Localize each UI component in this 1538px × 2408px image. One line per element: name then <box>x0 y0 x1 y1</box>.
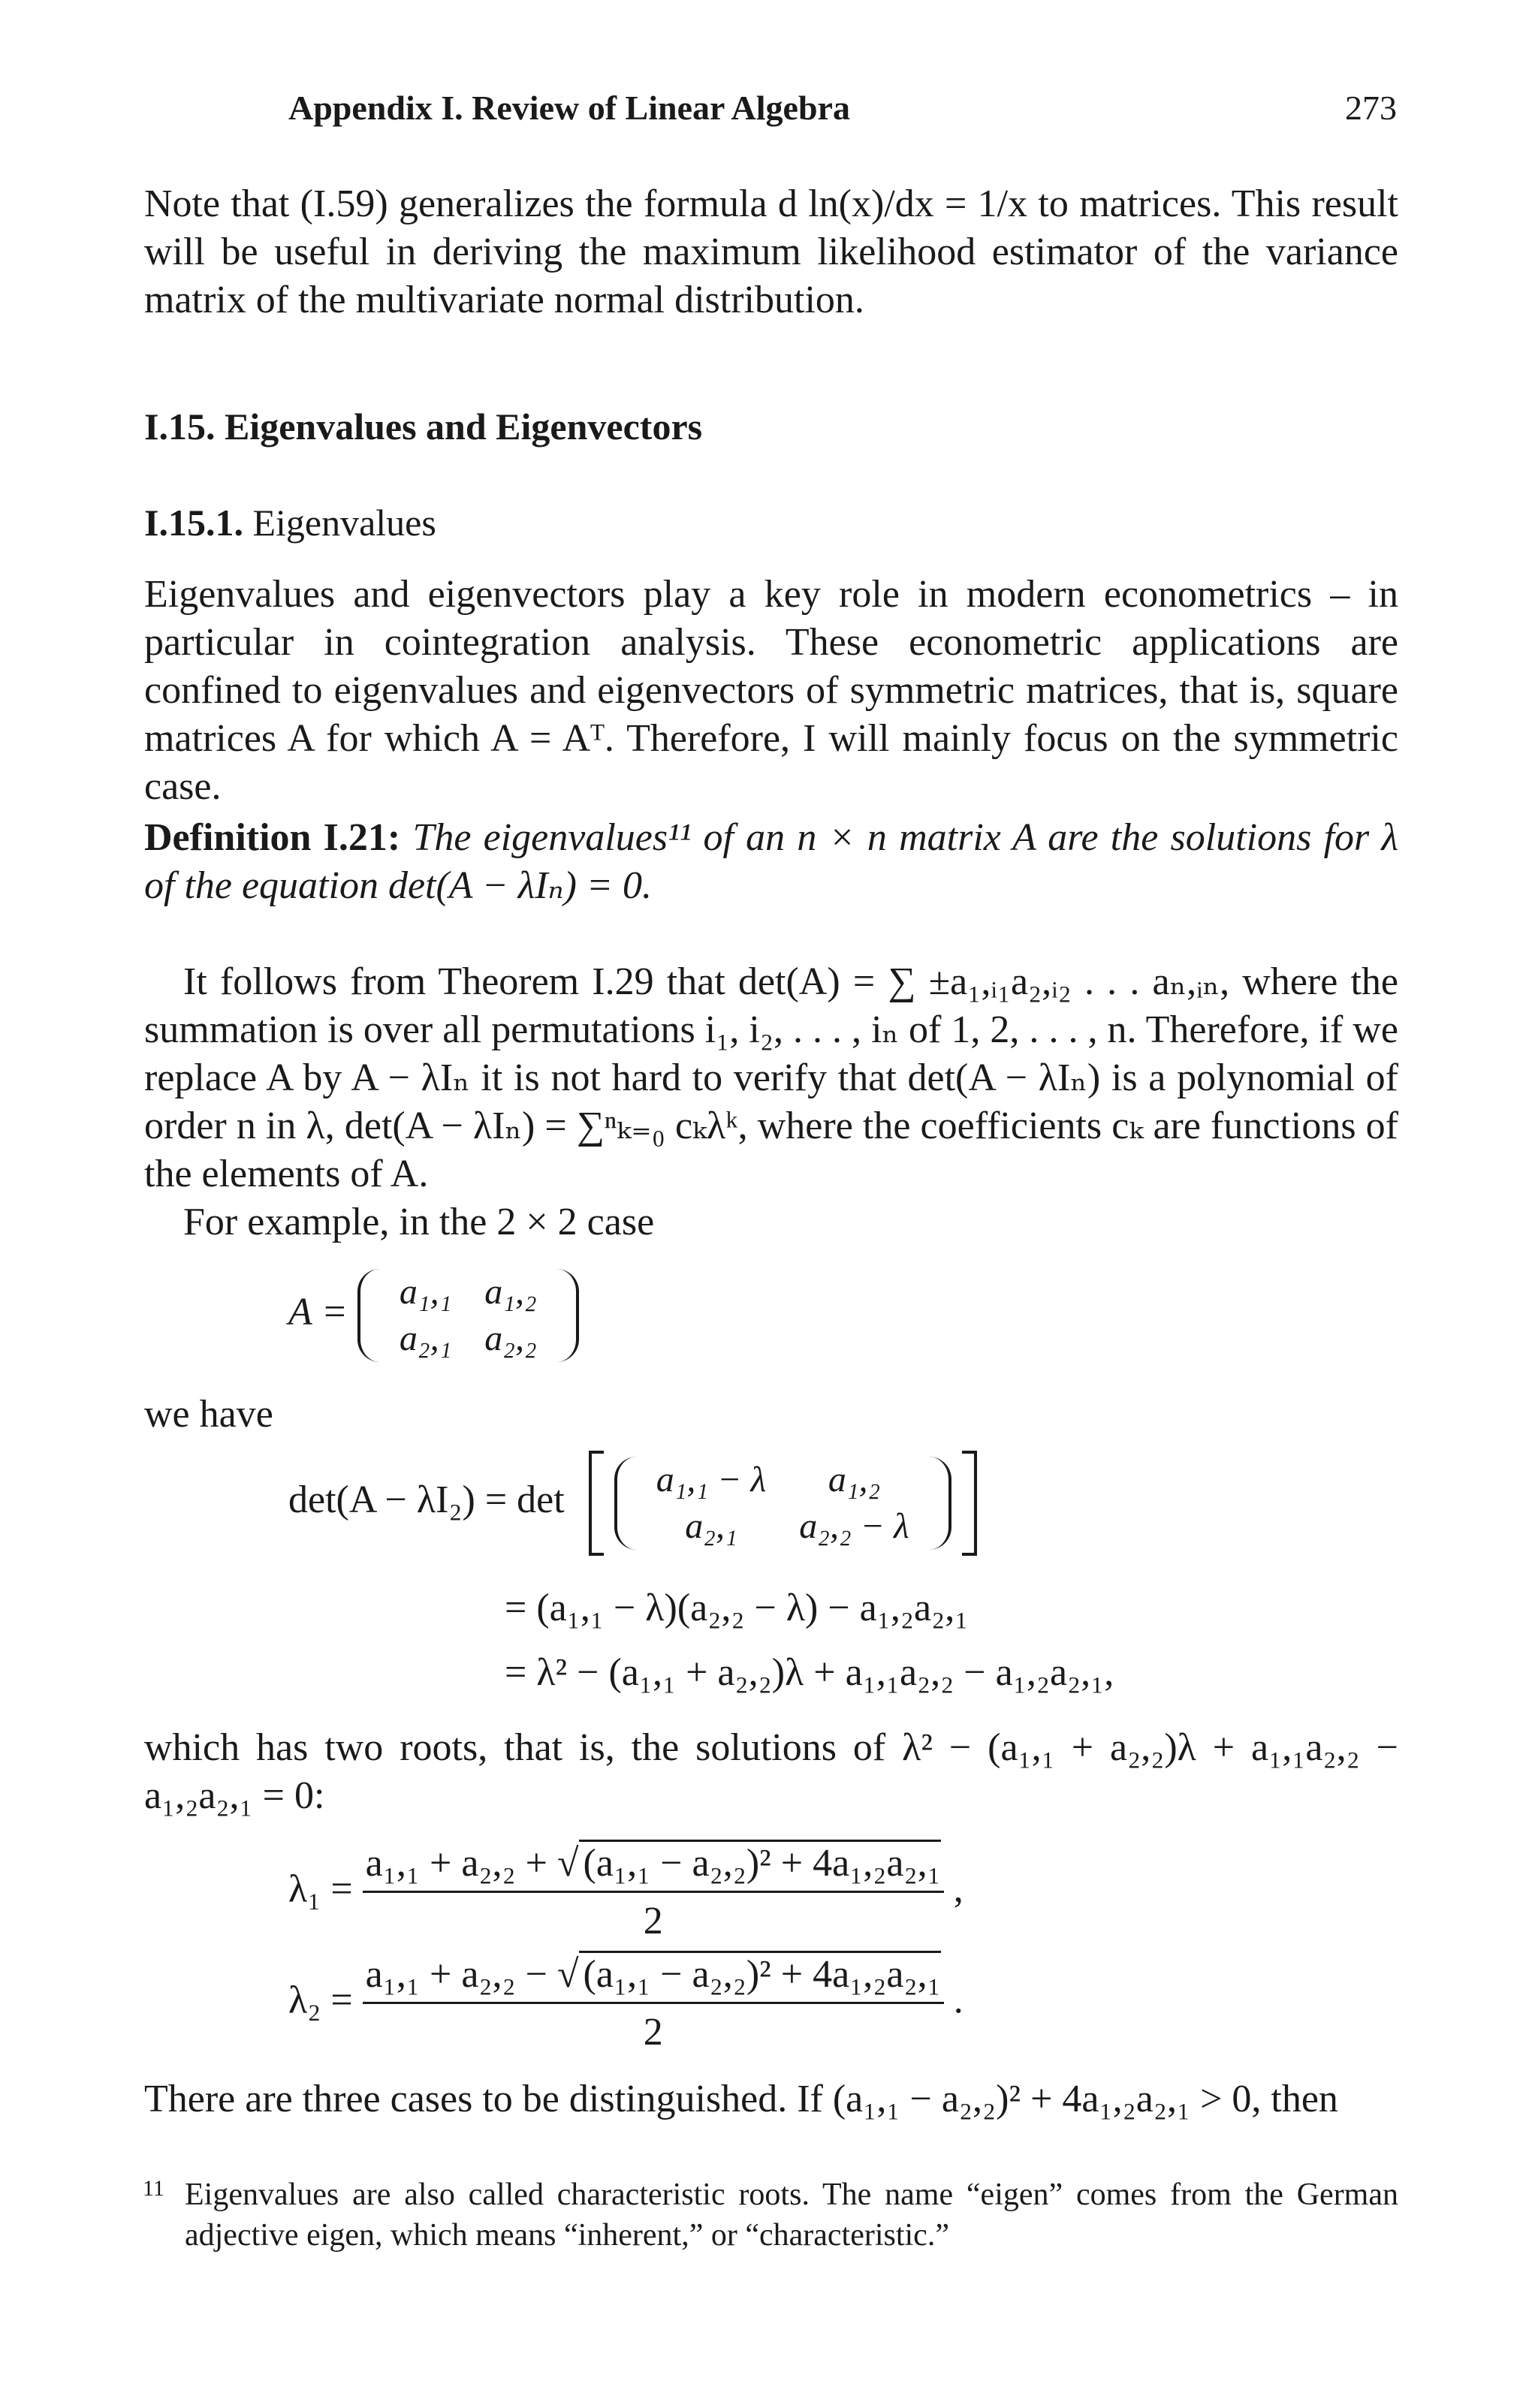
paragraph-eigen-intro: Eigenvalues and eigenvectors play a key role in modern econometrics – in particular in cointegration analysis. These econometric applications are confined to eigenvalues and eigenvectors of symmetric matrices, that is, square matrices A for which A = Aᵀ. Therefore, I will mainly focus on the symmetric case. <box>144 573 1398 808</box>
lambda-2-fraction <box>363 1951 944 2057</box>
subsection-heading <box>144 499 436 547</box>
paragraph-three-cases: There are three cases to be distinguished. If (a₁,₁ − a₂,₂)² + 4a₁,₂a₂,₁ > 0, then <box>144 2078 1338 2120</box>
lambda-2-tail: . <box>953 1979 964 2022</box>
intro-paragraph: Note that (I.59) generalizes the formula d ln(x)/dx = 1/x to matrices. This result will be useful in deriving the maximum likelihood estimator of the variance matrix of the multivariate normal distribution. <box>144 182 1398 321</box>
footnote-text: Eigenvalues are also called characteristic roots. The name “eigen” comes from the German adjective eigen, which means “inherent,” or “characteristic.” <box>185 2177 1398 2253</box>
matrix-a-cell: a₂,₁ <box>399 1319 452 1358</box>
lambda-2-numerator: a₁,₁ + a₂,₂ − <box>365 1953 557 1996</box>
left-paren <box>357 1269 380 1362</box>
sqrt-sign: √ <box>557 1842 579 1885</box>
det-lhs: det(A − λI₂) = det <box>288 1478 565 1521</box>
lambda-2-lhs: λ₂ = <box>288 1979 353 2022</box>
det-matrix <box>614 1457 951 1550</box>
det-equation-line-2: = (a₁,₁ − λ)(a₂,₂ − λ) − a₁,₂a₂,₁ <box>505 1587 969 1629</box>
matrix-a-lhs: A = <box>288 1290 348 1334</box>
definition-label: Definition I.21: <box>144 816 401 859</box>
sqrt-sign: √ <box>557 1953 579 1996</box>
matrix-a-equation <box>288 1269 579 1362</box>
det-matrix-cell: a₂,₂ − λ <box>799 1506 909 1546</box>
det-equation-line-3: = λ² − (a₁,₁ + a₂,₂)λ + a₁,₁a₂,₂ − a₁,₂a₂,₁, <box>505 1651 1114 1694</box>
det-matrix-cell: a₁,₁ − λ <box>656 1460 767 1499</box>
page-number: 273 <box>1345 89 1397 127</box>
subsection-number: I.15.1. <box>144 502 243 544</box>
det-matrix-cell: a₁,₂ <box>828 1460 881 1499</box>
det-equation-line-1 <box>288 1457 951 1550</box>
right-paren <box>556 1269 579 1362</box>
left-paren <box>614 1457 637 1550</box>
lambda-1-denominator: 2 <box>643 1900 663 1942</box>
lambda-1-fraction <box>363 1840 944 1945</box>
det-matrix-cell: a₂,₁ <box>685 1506 737 1546</box>
lambda-1-lhs: λ₁ = <box>288 1867 353 1911</box>
section-heading: I.15. Eigenvalues and Eigenvectors <box>144 405 703 448</box>
matrix-a-cell: a₁,₂ <box>484 1272 537 1312</box>
left-bracket <box>589 1451 604 1556</box>
running-header-title: Appendix I. Review of Linear Algebra <box>288 89 850 127</box>
matrix-a <box>357 1269 579 1362</box>
paragraph-two-roots: which has two roots, that is, the solutions of λ² − (a₁,₁ + a₂,₂)λ + a₁,₁a₂,₂ − a₁,₂a₂,₁ = 0: <box>144 1726 1398 1817</box>
we-have-text: we have <box>144 1393 273 1436</box>
lambda-2-equation <box>288 1951 964 2057</box>
lambda-1-tail: , <box>953 1867 964 1911</box>
paragraph-example: For example, in the 2 × 2 case <box>183 1201 655 1243</box>
right-paren <box>929 1457 951 1550</box>
lambda-2-denominator: 2 <box>643 2011 663 2054</box>
paragraph-determinant: It follows from Theorem I.29 that det(A) = ∑ ±a₁,ᵢ₁a₂,ᵢ₂ . . . aₙ,ᵢₙ, where the summation is over all permutations i₁, i₂, . . . , iₙ of 1, 2, . . . , n. Therefore, if we replace A by A − λIₙ it is not hard to verify that det(A − λIₙ) is a polynomial of order n in λ, det(A − λIₙ) = ∑ⁿₖ₌₀ cₖλᵏ, where the coefficients cₖ are functions of the elements of A. <box>144 960 1398 1195</box>
lambda-1-numerator: a₁,₁ + a₂,₂ + <box>365 1842 557 1885</box>
definition-block <box>144 814 1398 910</box>
sqrt-radicand: (a₁,₁ − a₂,₂)² + 4a₁,₂a₂,₁ <box>579 1840 941 1885</box>
matrix-a-cell: a₁,₁ <box>399 1272 452 1312</box>
sqrt-radicand: (a₁,₁ − a₂,₂)² + 4a₁,₂a₂,₁ <box>579 1951 941 1996</box>
definition-text: The eigenvalues¹¹ of an n × n matrix A are the solutions for λ of the equation det(A − λIₙ) = 0. <box>144 816 1399 907</box>
footnote-number: 11 <box>143 2176 164 2201</box>
right-bracket <box>962 1451 977 1556</box>
subsection-title: Eigenvalues <box>252 502 436 544</box>
matrix-a-cell: a₂,₂ <box>484 1319 537 1358</box>
lambda-1-equation <box>288 1840 964 1945</box>
footnote <box>144 2174 1398 2256</box>
